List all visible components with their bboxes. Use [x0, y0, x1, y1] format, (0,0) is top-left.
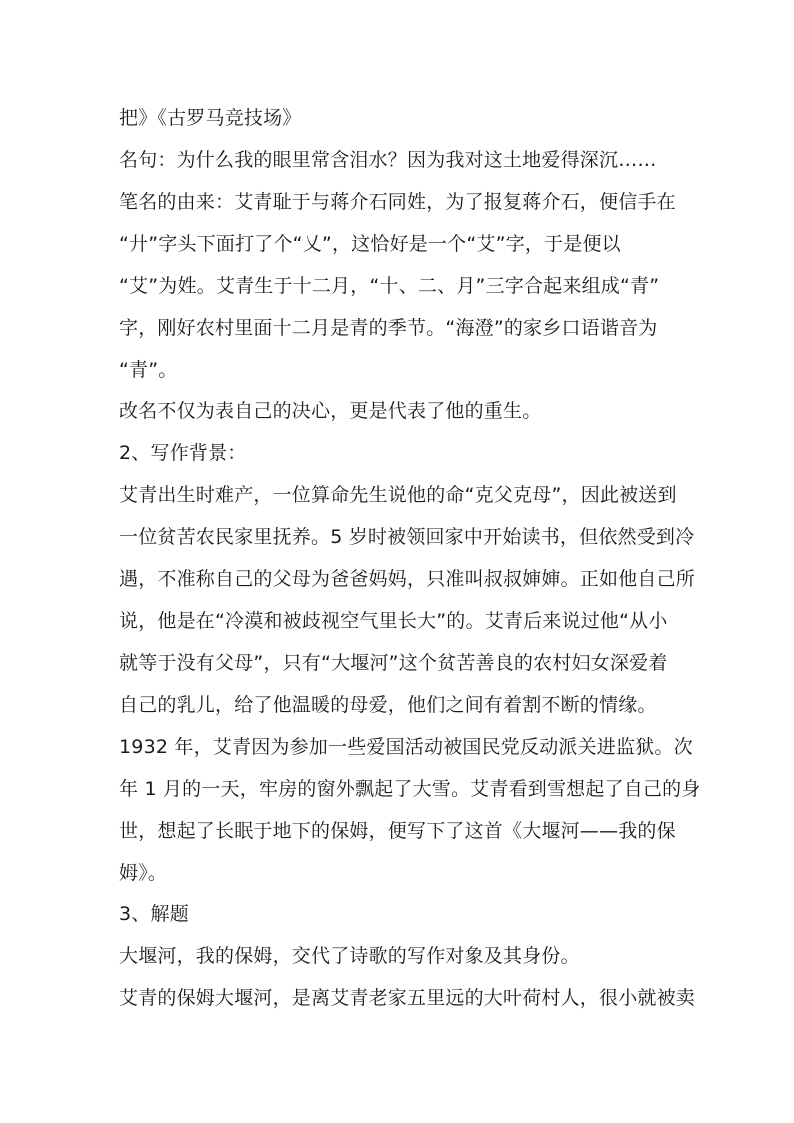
- text-line: 1932 年，艾青因为参加一些爱国活动被国民党反动派关进监狱。次: [119, 736, 693, 758]
- text-line: “廾”字头下面打了个“乂”，这恰好是一个“艾”字，于是便以: [119, 233, 621, 255]
- text-line: “艾”为姓。艾青生于十二月，“十、二、月”三字合起来组成“青”: [119, 275, 660, 297]
- text-line: 遇，不准称自己的父母为爸爸妈妈，只准叫叔叔婶婶。正如他自己所: [119, 568, 696, 590]
- text-line: 姆》。: [119, 862, 168, 884]
- text-line: 大堰河，我的保姆，交代了诗歌的写作对象及其身份。: [119, 945, 580, 967]
- text-line: 自己的乳儿，给了他温暖的母爱，他们之间有着割不断的情缘。: [119, 694, 657, 716]
- text-line-pen-name-origin: 笔名的由来：艾青耻于与蒋介石同姓，为了报复蒋介石，便信手在: [119, 191, 676, 213]
- text-line: 艾青的保姆大堰河，是离艾青老家五里远的大叶荷村人，很小就被卖: [119, 987, 696, 1009]
- section-heading-title-explanation: 3、解题: [119, 903, 189, 925]
- text-line: 说，他是在“冷漠和被歧视空气里长大”的。艾青后来说过他“从小: [119, 610, 668, 632]
- text-line: 世，想起了长眠于地下的保姆，便写下了这首《大堰河——我的保: [119, 820, 676, 842]
- text-line: 一位贫苦农民家里抚养。5 岁时被领回家中开始读书，但依然受到冷: [119, 526, 695, 548]
- text-line: 年 1 月的一天，牢房的窗外飘起了大雪。艾青看到雪想起了自己的身: [119, 778, 701, 800]
- text-line-famous-quote: 名句：为什么我的眼里常含泪水？因为我对这土地爱得深沉……: [119, 149, 657, 171]
- section-heading-background: 2、写作背景：: [119, 442, 247, 464]
- text-line: 改名不仅为表自己的决心，更是代表了他的重生。: [119, 400, 542, 422]
- text-line: 字，刚好农村里面十二月是青的季节。“海澄”的家乡口语谐音为: [119, 317, 658, 339]
- text-line: “青”。: [119, 359, 178, 381]
- text-line: 艾青出生时难产，一位算命先生说他的命“克父克母”，因此被送到: [119, 484, 677, 506]
- text-line-works-continued: 把》《古罗马竞技场》: [119, 107, 302, 129]
- text-line: 就等于没有父母”，只有“大堰河”这个贫苦善良的农村妇女深爱着: [119, 652, 668, 674]
